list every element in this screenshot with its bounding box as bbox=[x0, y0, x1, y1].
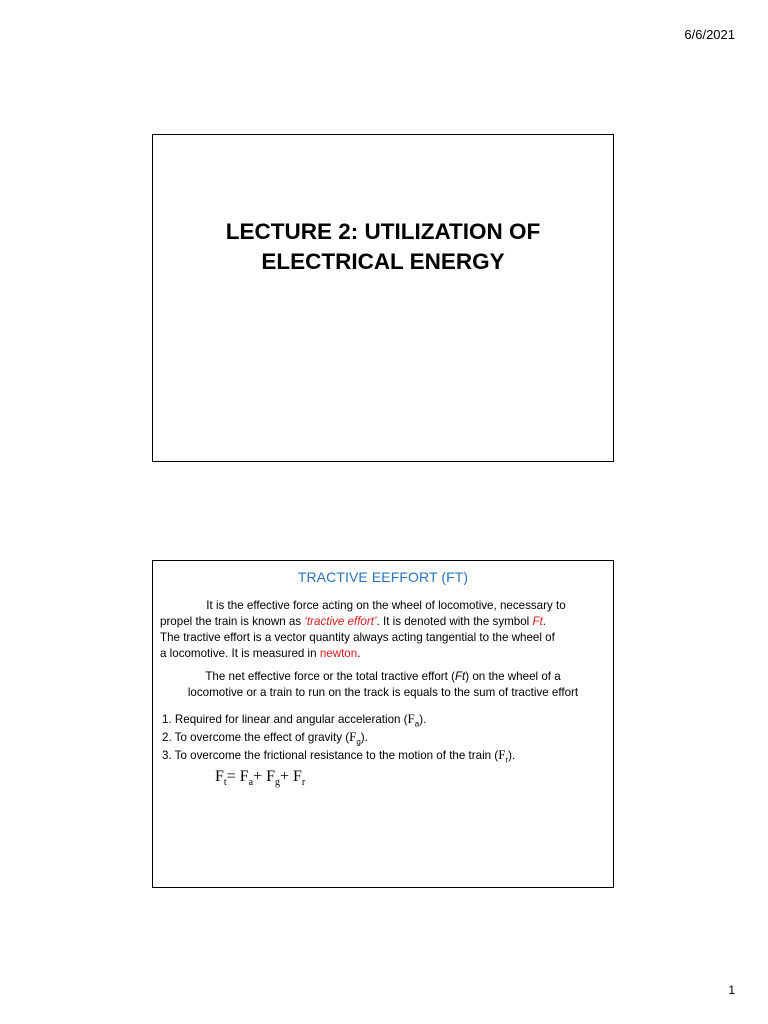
slide-title-card bbox=[152, 134, 614, 462]
paragraph-line: locomotive or a train to run on the track is equals to the sum of tractive effort bbox=[187, 686, 579, 699]
paragraph-line: The tractive effort is a vector quantity always acting tangential to the wheel of bbox=[160, 631, 555, 644]
slide-tractive-effort bbox=[152, 560, 614, 888]
slide-title-line-2: ELECTRICAL ENERGY bbox=[261, 249, 505, 274]
slide-title-line-1: LECTURE 2: UTILIZATION OF bbox=[225, 219, 541, 244]
list-item: 3. To overcome the frictional resistance to the motion of the train $(F_r)$. bbox=[162, 747, 516, 765]
paragraph-line: propel the train is known as ‘tractive effort’. It is denoted with the symbol Ft. bbox=[160, 615, 547, 628]
list-item: 2. To overcome the effect of gravity $(F_g)$. bbox=[162, 729, 368, 747]
page-number: 1 bbox=[728, 983, 735, 997]
slide-heading: TRACTIVE EEFFORT (FT) bbox=[297, 569, 469, 585]
paragraph-line: The net effective force or the total tractive effort (Ft) on the wheel of a bbox=[205, 670, 561, 683]
symbol-highlight: Ft bbox=[532, 615, 543, 628]
term-highlight: ‘tractive effort’ bbox=[304, 615, 377, 628]
sum-paragraph bbox=[153, 669, 613, 701]
list-item: 1. Required for linear and angular acceleration $(F_a)$. bbox=[162, 711, 427, 729]
paragraph-line: a locomotive. It is measured in newton. bbox=[160, 647, 361, 660]
tractive-effort-formula: $F_t= F_a+ F_g+ F_r$ bbox=[215, 768, 306, 789]
unit-highlight: newton bbox=[319, 647, 358, 660]
component-list bbox=[162, 710, 612, 764]
slide-title bbox=[153, 217, 613, 277]
paragraph-line: It is the effective force acting on the wheel of locomotive, necessary to bbox=[206, 599, 566, 612]
definition-paragraph bbox=[160, 598, 612, 662]
page-date: 6/6/2021 bbox=[684, 27, 735, 42]
